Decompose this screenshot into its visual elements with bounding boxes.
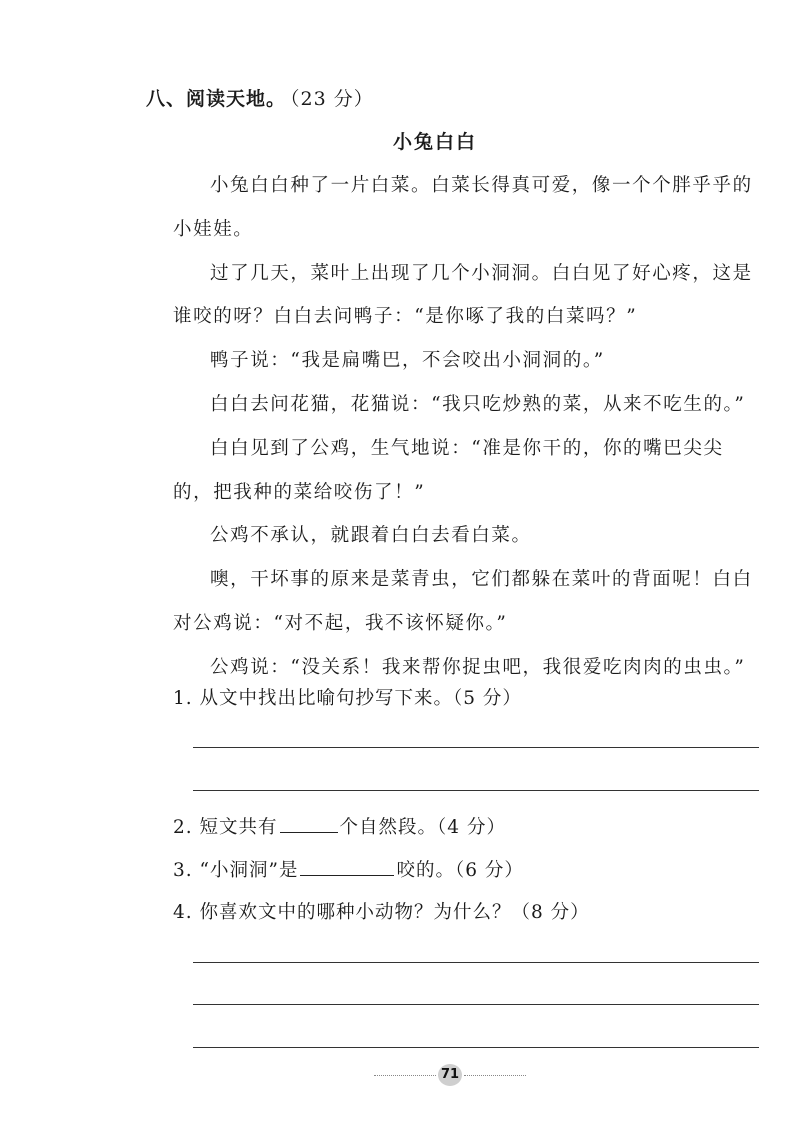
story-paragraph: 过了几天，菜叶上出现了几个小洞洞。白白见了好心疼，这是谁咬的呀？白白去问鸭子：“是你啄了我的白菜吗？”	[173, 262, 753, 328]
answer-line-q1-1[interactable]	[193, 747, 759, 748]
page-number: 71	[438, 1064, 462, 1086]
story-paragraph: 公鸡不承认，就跟着白白去看白菜。	[210, 525, 532, 547]
question-1: 1. 从文中找出比喻句抄写下来。（5 分）	[173, 688, 522, 709]
question-4: 4. 你喜欢文中的哪种小动物？为什么？（8 分）	[173, 902, 590, 923]
fill-blank-q2[interactable]	[280, 814, 338, 833]
story-paragraph: 噢，干坏事的原来是菜青虫，它们都躲在菜叶的背面呢！白白对公鸡说：“对不起，我不该怀疑你。”	[173, 569, 753, 634]
story-paragraph: 公鸡说：“没关系！我来帮你捉虫吧，我很爱吃肉肉的虫虫。”	[210, 656, 746, 678]
question-3	[173, 856, 524, 882]
question-3-text-before: 3. “小洞洞”是	[173, 860, 299, 881]
footer-dots-right	[464, 1075, 526, 1076]
footer-dots-left	[374, 1075, 436, 1076]
answer-line-q4-3[interactable]	[193, 1047, 759, 1048]
answer-line-q4-2[interactable]	[193, 1004, 759, 1005]
story-body	[173, 164, 763, 690]
story-title: 小兔白白	[392, 131, 477, 153]
page-footer	[370, 1064, 530, 1088]
question-3-text-after: 咬的。（6 分）	[396, 860, 524, 881]
section-score: （23 分）	[290, 88, 374, 110]
question-2	[173, 813, 506, 839]
story-paragraph: 白白见到了公鸡，生气地说：“准是你干的，你的嘴巴尖尖的，把我种的菜给咬伤了！”	[173, 437, 724, 503]
section-heading	[146, 84, 374, 111]
story-paragraph: 小兔白白种了一片白菜。白菜长得真可爱，像一个个胖乎乎的小娃娃。	[173, 175, 753, 240]
story-paragraph: 白白去问花猫，花猫说：“我只吃炒熟的菜，从来不吃生的。”	[210, 393, 746, 415]
answer-line-q4-1[interactable]	[193, 962, 759, 963]
section-title: 八、阅读天地。	[146, 88, 287, 110]
question-2-text-after: 个自然段。（4 分）	[339, 817, 506, 838]
answer-line-q1-2[interactable]	[193, 790, 759, 791]
story-paragraph: 鸭子说：“我是扁嘴巴，不会咬出小洞洞的。”	[210, 350, 605, 372]
question-2-text-before: 2. 短文共有	[173, 817, 278, 838]
fill-blank-q3[interactable]	[300, 857, 394, 876]
